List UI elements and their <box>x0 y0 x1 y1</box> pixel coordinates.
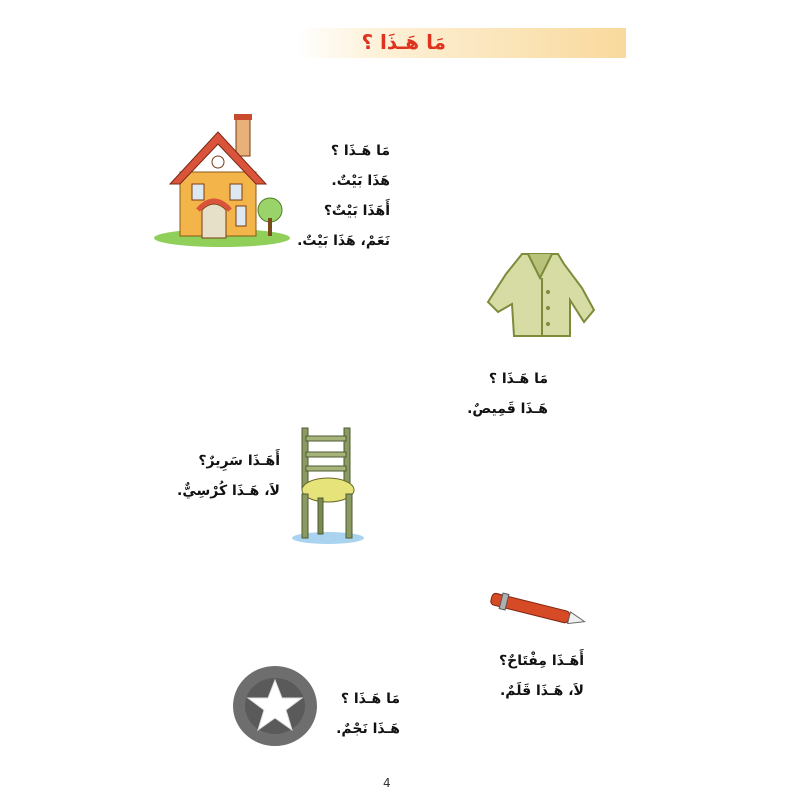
star-dialogue <box>336 684 400 744</box>
dialogue-line: هَـذَا نَجْمٌ. <box>336 721 400 737</box>
dialogue-line: أَهَـذَا سَرِيرٌ؟ <box>198 453 280 469</box>
dialogue-line: لاَ، هَـذَا كُرْسِيٌّ. <box>177 483 280 499</box>
pen-icon <box>484 592 592 628</box>
dialogue-line: مَا هَـذَا ؟ <box>340 691 400 707</box>
dialogue-line: أَهَذَا بَيْتٌ؟ <box>323 203 390 219</box>
house-dialogue <box>297 136 390 256</box>
page-number: 4 <box>383 776 391 790</box>
dialogue-line: أَهَـذَا مِفْتَاحٌ؟ <box>499 653 584 669</box>
house-icon <box>152 110 292 255</box>
dialogue-line: هَذَا بَيْتٌ. <box>331 173 390 189</box>
title-band <box>296 28 626 58</box>
shirt-dialogue <box>467 364 548 424</box>
star-icon <box>230 664 320 748</box>
dialogue-line: هَـذَا قَمِيصٌ. <box>467 401 548 417</box>
dialogue-line: نَعَمْ، هَذَا بَيْتٌ. <box>297 233 390 249</box>
page-title: مَا هَـذَا ؟ <box>361 30 446 54</box>
dialogue-line: مَا هَـذَا ؟ <box>330 143 390 159</box>
chair-icon <box>288 424 368 546</box>
pen-dialogue <box>499 646 584 706</box>
shirt-icon <box>484 248 596 340</box>
dialogue-line: مَا هَـذَا ؟ <box>488 371 548 387</box>
chair-dialogue <box>177 446 280 506</box>
dialogue-line: لاَ، هَـذَا قَلَمٌ. <box>499 683 584 699</box>
